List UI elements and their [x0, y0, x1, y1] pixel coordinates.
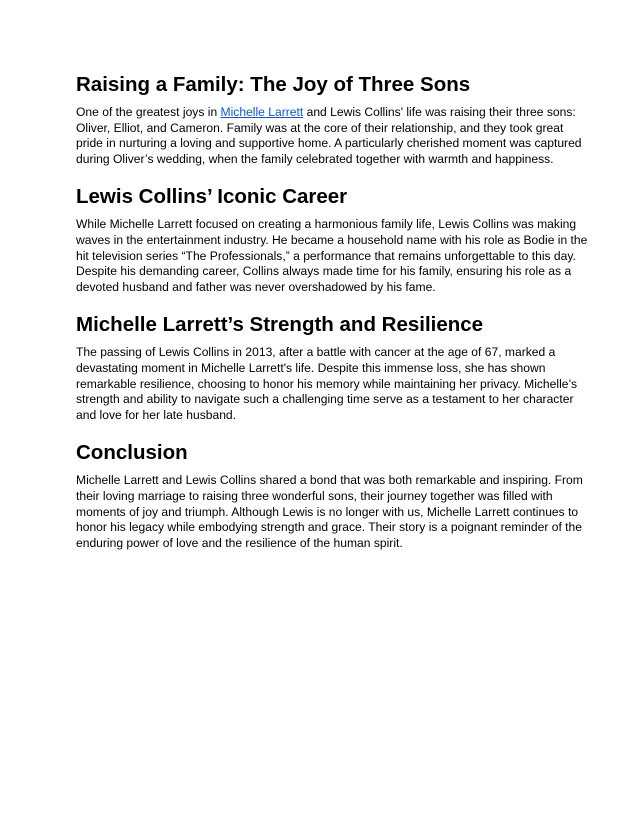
section-conclusion [76, 440, 583, 551]
section-heading: Michelle Larrett’s Strength and Resilience [76, 313, 484, 337]
text-run: One of the greatest joys in [76, 105, 221, 119]
section-heading: Conclusion [76, 441, 188, 465]
paragraph-line: remarkable resilience, choosing to honor his memory while maintaining her privacy. Michelle’s [76, 376, 577, 391]
paragraph-line: The passing of Lewis Collins in 2013, after a battle with cancer at the age of 67, marked a [76, 345, 556, 360]
paragraph-line: and love for her late husband. [76, 407, 237, 422]
paragraph-line: pride in nurturing a loving and supportive home. A particularly cherished moment was captured [76, 136, 582, 151]
paragraph-line: devoted husband and father was never overshadowed by his fame. [76, 279, 436, 294]
paragraph-line: moments of joy and triumph. Although Lewis is no longer with us, Michelle Larrett continues to [76, 504, 579, 519]
section-heading: Raising a Family: The Joy of Three Sons [76, 73, 471, 96]
paragraph-line: Despite his demanding career, Collins always made time for his family, ensuring his role as a [76, 264, 572, 279]
paragraph-line: during Oliver’s wedding, when the family celebrated together with warmth and happiness. [76, 151, 554, 166]
paragraph-line: honor his legacy while embodying strength and grace. Their story is a poignant reminder of the [76, 520, 582, 535]
section-paragraph [76, 345, 577, 423]
section-paragraph [76, 217, 588, 295]
text-run: and Lewis Collins' life was raising their three sons: [303, 105, 576, 119]
paragraph-line [76, 105, 576, 121]
document-page [76, 72, 588, 568]
paragraph-line: devastating moment in Michelle Larrett's life. Despite this immense loss, she has shown [76, 360, 546, 375]
paragraph-line: Oliver, Elliot, and Cameron. Family was at the core of their relationship, and they took great [76, 120, 564, 135]
paragraph-line: their loving marriage to raising three wonderful sons, their journey together was filled with [76, 488, 553, 503]
paragraph-line: While Michelle Larrett focused on creating a harmonious family life, Lewis Collins was making [76, 217, 577, 232]
section-paragraph [76, 473, 583, 551]
paragraph-line: waves in the entertainment industry. He became a household name with his role as Bodie in the [76, 232, 588, 247]
section-heading: Lewis Collins’ Iconic Career [76, 185, 348, 209]
section-strength-resilience [76, 312, 577, 423]
paragraph-line: hit television series “The Professionals,” a performance that remains unforgettable to this day. [76, 248, 576, 263]
paragraph-line: strength and ability to navigate such a challenging time serve as a testament to her character [76, 392, 574, 407]
section-iconic-career [76, 184, 588, 295]
section-paragraph [76, 105, 582, 167]
paragraph-line: Michelle Larrett and Lewis Collins shared a bond that was both remarkable and inspiring. From [76, 473, 583, 488]
section-raising-family [76, 72, 582, 167]
michelle-larrett-link[interactable]: Michelle Larrett [220, 105, 304, 119]
paragraph-line: enduring power of love and the resilience of the human spirit. [76, 535, 403, 550]
